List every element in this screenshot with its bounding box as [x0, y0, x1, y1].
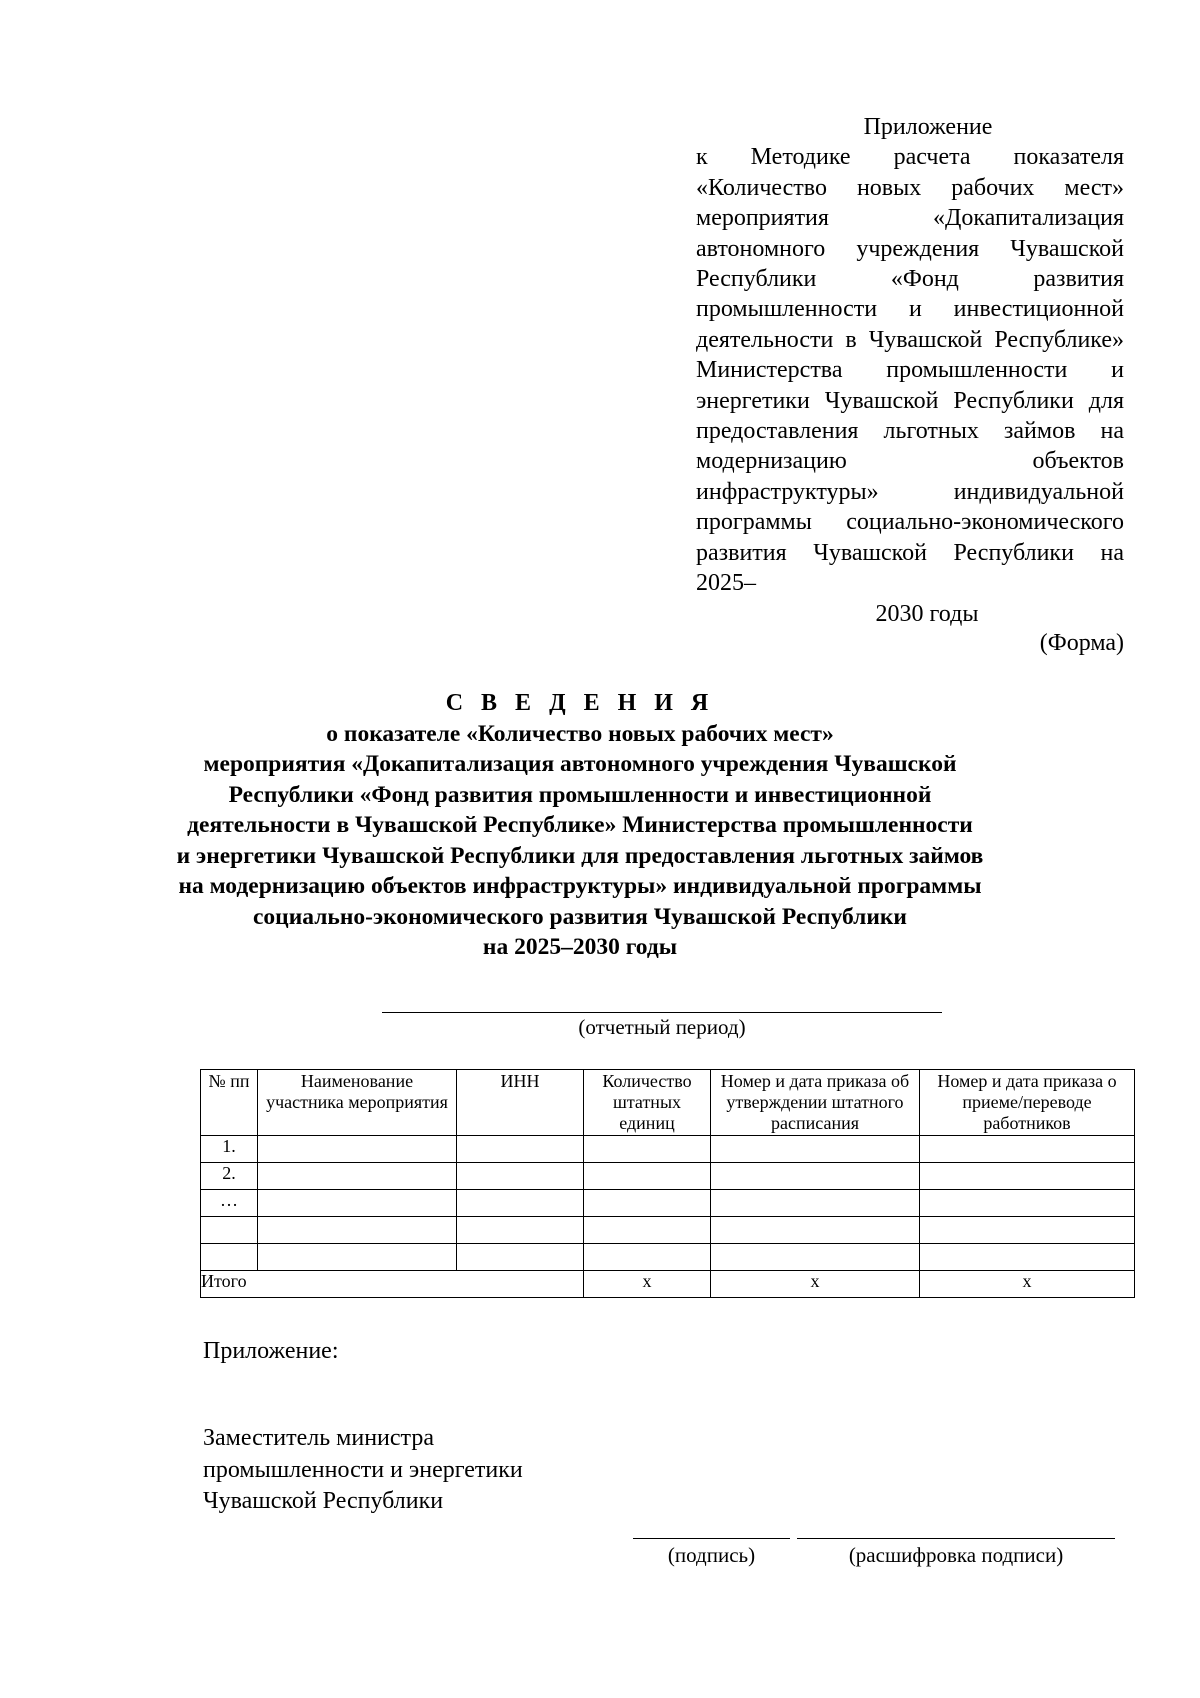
table-cell[interactable]	[920, 1163, 1135, 1190]
appendix-title: Приложение	[863, 114, 993, 140]
signer-republic: Чувашской Республики	[203, 1488, 444, 1514]
header-cell-staffing-order: Номер и дата приказа об утверждении штатного расписания	[711, 1070, 920, 1136]
period-fill-line[interactable]	[382, 1012, 942, 1013]
table-cell[interactable]	[457, 1163, 584, 1190]
table-header-row	[201, 1070, 1135, 1136]
table-cell[interactable]	[920, 1217, 1135, 1244]
table-cell[interactable]	[711, 1217, 920, 1244]
heading-line: на 2025–2030 годы	[482, 934, 678, 960]
appendix-body: к Методике расчета показателя «Количество новых рабочих мест» мероприятия «Докапитализация автономного учреждения Чувашской Республики «Фонд развития промышленности и инвестиционной деятельности в Чувашской Республике» Министерства промышленности и энергетики Чувашской Республики для предоставления льготных займов на модернизацию объектов инфраструктуры» индивидуальной программы социально-экономического развития Чувашской Республики на 2025–	[696, 144, 1124, 597]
heading-line: мероприятия «Докапитализация автономного учреждения Чувашской	[203, 751, 957, 777]
header-cell-number: № пп	[201, 1070, 258, 1136]
period-label: (отчетный период)	[578, 1015, 746, 1039]
table-row	[201, 1136, 1135, 1163]
signature-decode-line[interactable]	[797, 1538, 1115, 1539]
row-number: 1.	[201, 1136, 258, 1163]
row-number: …	[201, 1190, 258, 1217]
signer-block	[203, 1423, 523, 1518]
table-cell[interactable]	[457, 1244, 584, 1271]
heading-line: социально-экономического развития Чувашской Республики	[253, 903, 907, 930]
heading-line: Республики «Фонд развития промышленности и инвестиционной	[228, 781, 932, 808]
table-row	[201, 1217, 1135, 1244]
table-cell[interactable]	[457, 1136, 584, 1163]
heading-line: о показателе «Количество новых рабочих мест»	[326, 720, 834, 747]
table-row	[201, 1190, 1135, 1217]
table-row	[201, 1163, 1135, 1190]
table-cell[interactable]	[920, 1136, 1135, 1163]
table-cell[interactable]	[711, 1136, 920, 1163]
header-cell-staff-units: Количество штатных единиц	[584, 1070, 711, 1136]
table-cell[interactable]	[457, 1217, 584, 1244]
total-cell: х	[584, 1271, 711, 1298]
row-number	[201, 1217, 258, 1244]
table-cell[interactable]	[584, 1190, 711, 1217]
header-cell-participant: Наименование участника мероприятия	[258, 1070, 457, 1136]
heading-line: деятельности в Чувашской Республике» Министерства промышленности	[187, 812, 973, 838]
table-cell[interactable]	[584, 1244, 711, 1271]
signature-decode-label: (расшифровка подписи)	[848, 1543, 1064, 1567]
table-cell[interactable]	[258, 1190, 457, 1217]
row-number: 2.	[201, 1163, 258, 1190]
row-number	[201, 1244, 258, 1271]
total-cell: х	[711, 1271, 920, 1298]
heading-line: и энергетики Чувашской Республики для предоставления льготных займов	[176, 842, 984, 869]
table-cell[interactable]	[920, 1244, 1135, 1271]
form-label: (Форма)	[1039, 630, 1124, 656]
table-cell[interactable]	[920, 1190, 1135, 1217]
total-cell: х	[920, 1271, 1135, 1298]
table-cell[interactable]	[584, 1163, 711, 1190]
table-total-row	[201, 1271, 1135, 1298]
attachment-label: Приложение:	[203, 1338, 339, 1364]
table-cell[interactable]	[584, 1136, 711, 1163]
table-cell[interactable]	[258, 1163, 457, 1190]
table-row	[201, 1244, 1135, 1271]
heading-line: на модернизацию объектов инфраструктуры» индивидуальной программы	[178, 873, 982, 899]
signer-ministry: промышленности и энергетики	[203, 1456, 523, 1483]
header-cell-hiring-order: Номер и дата приказа о приеме/переводе работников	[920, 1070, 1135, 1136]
signature-line[interactable]	[633, 1538, 790, 1539]
table-cell[interactable]	[258, 1217, 457, 1244]
table-cell[interactable]	[711, 1190, 920, 1217]
table-cell[interactable]	[258, 1136, 457, 1163]
heading-title: С В Е Д Е Н И Я	[445, 690, 715, 716]
total-label: Итого	[201, 1271, 584, 1298]
signer-position: Заместитель министра	[203, 1425, 434, 1451]
table-cell[interactable]	[711, 1163, 920, 1190]
table-cell[interactable]	[711, 1244, 920, 1271]
appendix-block	[696, 112, 1124, 629]
signature-label: (подпись)	[667, 1543, 756, 1567]
table-cell[interactable]	[258, 1244, 457, 1271]
header-cell-inn: ИНН	[457, 1070, 584, 1136]
table-cell[interactable]	[457, 1190, 584, 1217]
data-table	[200, 1069, 1135, 1298]
appendix-tail: 2030 годы	[875, 600, 979, 627]
document-heading	[150, 688, 1010, 963]
table-cell[interactable]	[584, 1217, 711, 1244]
